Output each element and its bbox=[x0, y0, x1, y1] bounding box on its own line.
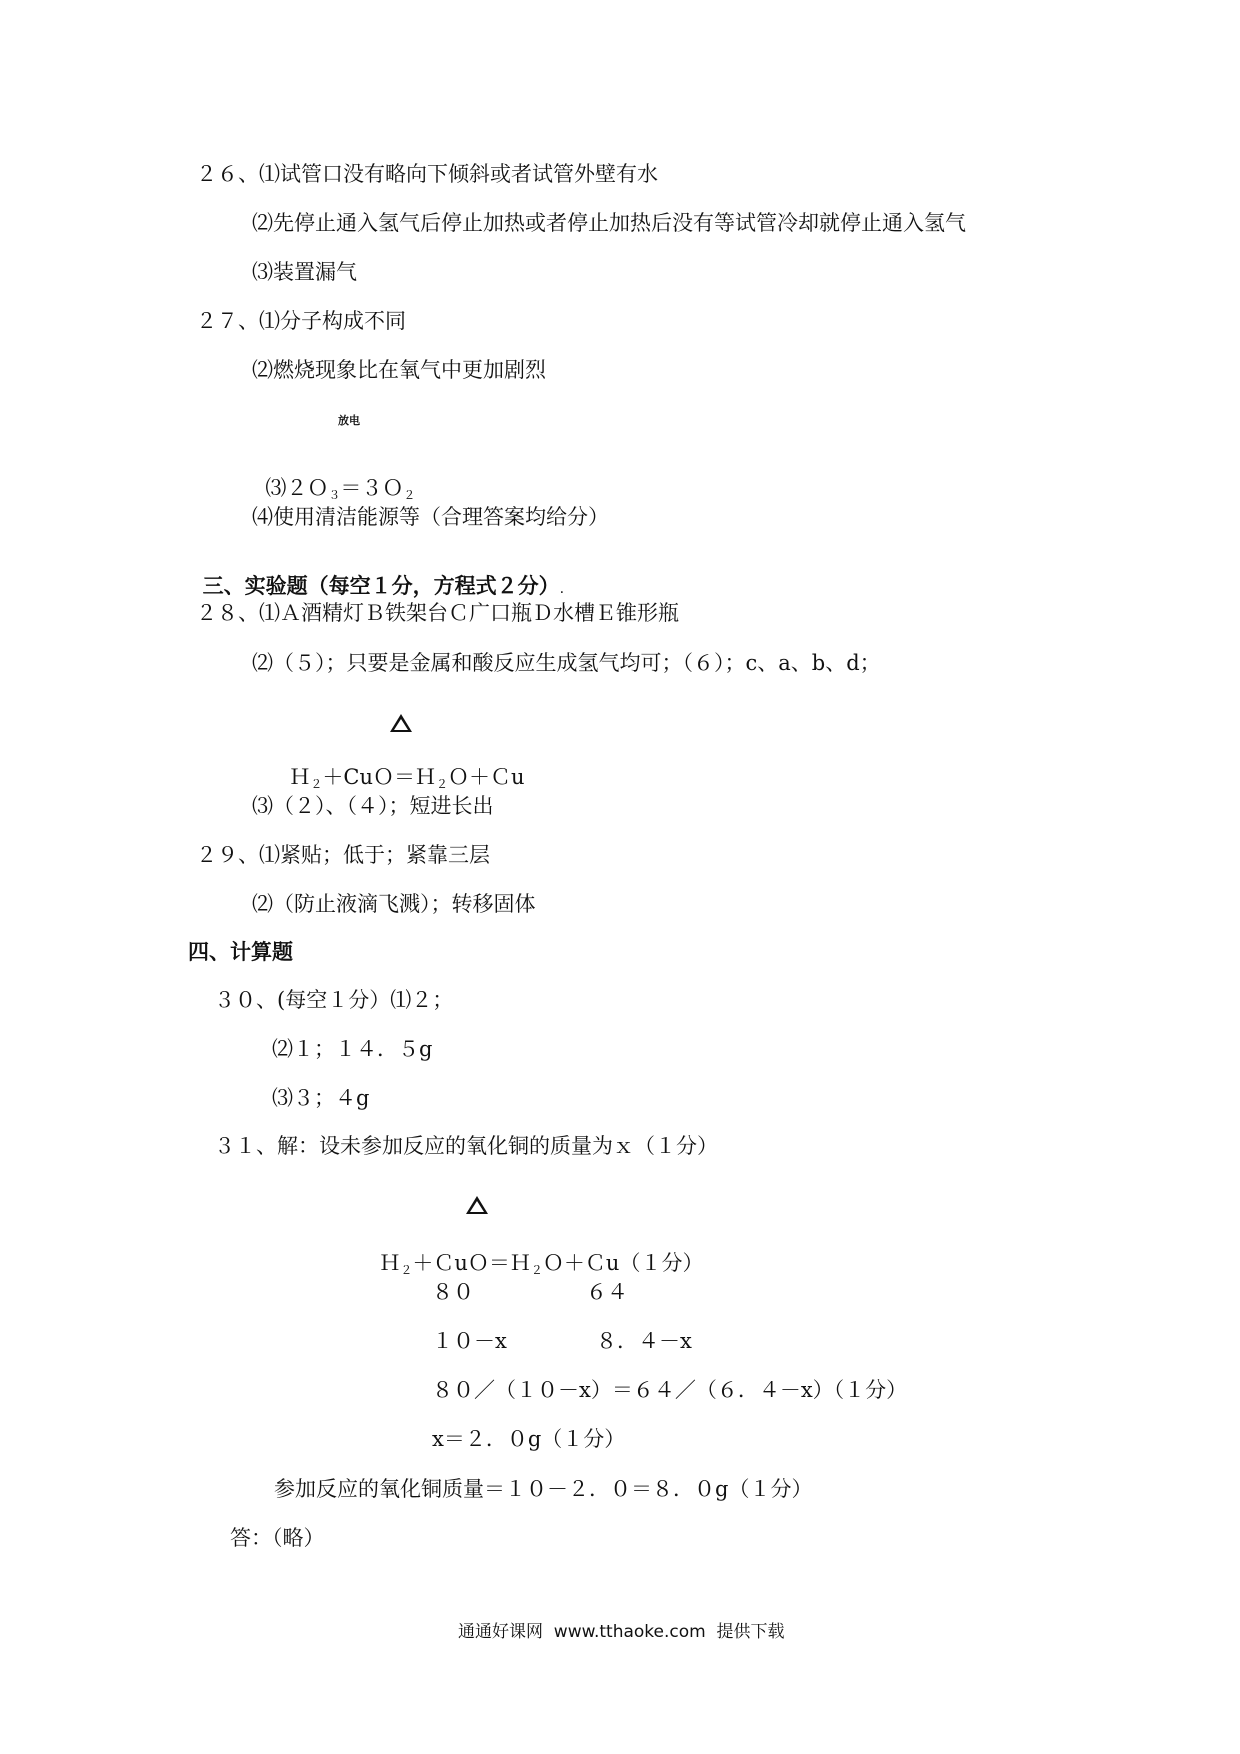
q27-line4: ⑷使用清洁能源等（合理答案均给分） bbox=[252, 505, 609, 529]
section4-heading: 四、计算题 bbox=[188, 940, 293, 964]
q31-ratio-row1-right: ６４ bbox=[586, 1280, 628, 1304]
q31-eq-c: Ｏ＋Ｃu（１分） bbox=[542, 1251, 704, 1275]
q31-eq-sub-b: ２ bbox=[530, 1263, 543, 1277]
q31-answer: 答：（略） bbox=[230, 1526, 325, 1550]
q29-line1: ２９、⑴紧贴；低于；紧靠三层 bbox=[196, 843, 490, 867]
q28-eq-b: ＋CuＯ＝Ｈ bbox=[322, 765, 436, 789]
q28-equation bbox=[276, 746, 525, 791]
q28-line1: ２８、⑴Ａ酒精灯Ｂ铁架台Ｃ广口瓶Ｄ水槽Ｅ锥形瓶 bbox=[196, 601, 679, 625]
section3-title: 三、实验题（每空１分，方程式２分） bbox=[202, 574, 560, 598]
q31-ratio-row2-right: ８．４－x bbox=[596, 1329, 692, 1353]
q31-ratio-row2-left: １０－x bbox=[432, 1329, 507, 1353]
q28-line2: ⑵（５）；只要是金属和酸反应生成氢气均可；（６）；c、a、b、d； bbox=[252, 651, 881, 675]
q28-eq-a: Ｈ bbox=[289, 765, 311, 789]
q30-line2: ⑵１；１４．５g bbox=[272, 1037, 433, 1061]
q31-proportion: ８０／（１０－x）＝６４／（６．４－x）（１分） bbox=[432, 1378, 908, 1402]
q28-eq-c: Ｏ＋Ｃu bbox=[447, 765, 525, 789]
q28-eq-sub-a: ２ bbox=[310, 777, 323, 791]
q31-ratio-row1-left: ８０ bbox=[432, 1280, 474, 1304]
q28-line4: ⑶（２）、（４）；短进长出 bbox=[252, 794, 494, 818]
section3-mark: . bbox=[559, 581, 565, 597]
heating-triangle-icon bbox=[390, 714, 412, 732]
section3-heading bbox=[188, 555, 564, 597]
q26-line3: ⑶装置漏气 bbox=[252, 260, 357, 284]
q26-line2: ⑵先停止通入氢气后停止加热或者停止加热后没有等试管冷却就停止通入氢气 bbox=[252, 211, 966, 235]
q27-eq-sub2: ２ bbox=[403, 488, 416, 502]
q27-eq-sub1: ３ bbox=[328, 488, 341, 502]
q31-line1: ３１、解：设未参加反应的氧化铜的质量为ｘ（１分） bbox=[214, 1134, 718, 1158]
q31-result-x: x＝２．０g（１分） bbox=[432, 1427, 626, 1451]
q27-eq-mid: ＝３Ｏ bbox=[340, 476, 404, 500]
q31-eq-a: Ｈ bbox=[379, 1251, 401, 1275]
q27-reaction-condition: 放电 bbox=[338, 414, 360, 427]
q31-equation bbox=[366, 1232, 704, 1277]
heating-triangle-icon bbox=[466, 1196, 488, 1214]
q28-eq-sub-b: ２ bbox=[435, 777, 448, 791]
q30-line3: ⑶３；４g bbox=[272, 1086, 370, 1110]
q31-result-mass: 参加反应的氧化铜质量＝１０－２．０＝８．０g（１分） bbox=[274, 1477, 813, 1501]
q29-line2: ⑵（防止液滴飞溅）；转移固体 bbox=[252, 892, 536, 916]
q27-line2: ⑵燃烧现象比在氧气中更加剧烈 bbox=[252, 358, 546, 382]
q27-eq-prefix: ⑶２Ｏ bbox=[265, 476, 329, 500]
q27-equation bbox=[252, 457, 416, 502]
q27-line1: ２７、⑴分子构成不同 bbox=[196, 309, 406, 333]
q31-eq-b: ＋ＣuＯ＝Ｈ bbox=[412, 1251, 531, 1275]
page-footer: 通通好课网 www.tthaoke.com 提供下载 bbox=[458, 1622, 785, 1642]
q30-line1: ３０、(每空１分）⑴２； bbox=[214, 988, 454, 1012]
q31-eq-sub-a: ２ bbox=[400, 1263, 413, 1277]
q26-line1: ２６、⑴试管口没有略向下倾斜或者试管外壁有水 bbox=[196, 162, 658, 186]
